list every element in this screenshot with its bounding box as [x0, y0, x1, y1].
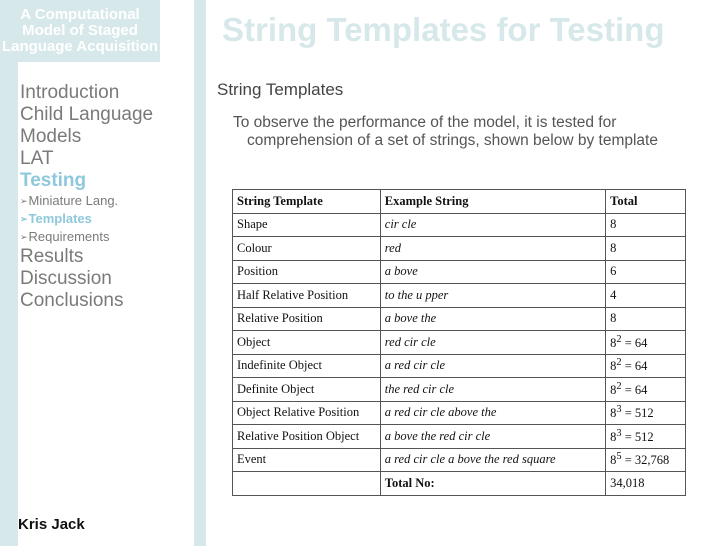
nav-item-introduction[interactable]: Introduction	[20, 82, 120, 103]
total-cell	[606, 354, 686, 378]
example-cell: a red cir cle	[380, 354, 605, 378]
template-cell: Relative Position Object	[233, 425, 381, 449]
sidebar-nav	[20, 82, 192, 312]
total-cell: 8	[606, 307, 686, 331]
sidebar-strip	[0, 62, 18, 546]
column-header-template: String Template	[233, 190, 381, 214]
table-row	[233, 354, 686, 378]
example-cell: a red cir cle a bove the red square	[380, 448, 605, 472]
table-row	[233, 260, 686, 284]
template-cell: Object	[233, 331, 381, 355]
total-result: = 64	[621, 335, 648, 350]
total-result: = 64	[621, 382, 648, 397]
total-cell	[606, 378, 686, 402]
table-row	[233, 378, 686, 402]
total-cell: 8	[606, 213, 686, 237]
example-cell: to the u pper	[380, 284, 605, 308]
total-result: = 512	[621, 406, 654, 421]
total-cell	[606, 425, 686, 449]
total-exponent: 2	[616, 357, 622, 369]
total-exponent: 3	[616, 404, 622, 416]
template-cell: Position	[233, 260, 381, 284]
template-cell: Indefinite Object	[233, 354, 381, 378]
nav-item-conclusions[interactable]: Conclusions	[20, 290, 124, 311]
total-base: 8	[610, 429, 617, 444]
sidebar-divider	[194, 0, 206, 546]
example-cell: cir cle	[380, 213, 605, 237]
arrow-bullet-icon: ➢	[20, 196, 28, 206]
table-header-row	[233, 190, 686, 214]
table-row	[233, 307, 686, 331]
total-result: = 32,768	[621, 453, 670, 468]
course-title: A Computational Model of Staged Language Acquisition	[1, 6, 159, 55]
nav-item-models[interactable]: Models	[20, 126, 82, 147]
total-cell: 4	[606, 284, 686, 308]
total-cell	[606, 401, 686, 425]
column-header-example: Example String	[380, 190, 605, 214]
nav-item-child-language[interactable]: Child Language	[20, 104, 154, 125]
total-cell: 6	[606, 260, 686, 284]
course-title-box	[0, 0, 160, 62]
subnav-item-templates[interactable]	[20, 210, 192, 228]
total-base: 8	[610, 335, 617, 350]
author-name: Kris Jack	[18, 516, 85, 533]
template-cell: Object Relative Position	[233, 401, 381, 425]
arrow-bullet-icon: ➢	[20, 214, 28, 224]
template-cell: Colour	[233, 237, 381, 261]
total-label-cell: Total No:	[380, 472, 605, 496]
example-cell: red	[380, 237, 605, 261]
total-base: 8	[610, 406, 617, 421]
subnav-label: Miniature Lang.	[28, 193, 119, 208]
total-exponent: 5	[616, 451, 622, 463]
total-result: = 64	[621, 359, 648, 374]
example-cell: a bove	[380, 260, 605, 284]
table-row	[233, 448, 686, 472]
table-row	[233, 401, 686, 425]
total-base: 8	[610, 359, 617, 374]
example-cell: a red cir cle above the	[380, 401, 605, 425]
total-exponent: 2	[616, 333, 622, 345]
table-row	[233, 237, 686, 261]
template-cell: Event	[233, 448, 381, 472]
total-exponent: 2	[616, 380, 622, 392]
nav-item-lat[interactable]: LAT	[20, 148, 54, 169]
template-cell: Half Relative Position	[233, 284, 381, 308]
example-cell: red cir cle	[380, 331, 605, 355]
total-cell	[606, 331, 686, 355]
subnav-item-requirements[interactable]	[20, 228, 192, 246]
slide-title: String Templates for Testing	[222, 11, 665, 48]
total-exponent: 3	[616, 427, 622, 439]
example-cell: the red cir cle	[380, 378, 605, 402]
table-row	[233, 425, 686, 449]
template-cell: Definite Object	[233, 378, 381, 402]
nav-item-discussion[interactable]: Discussion	[20, 268, 112, 289]
table-row	[233, 213, 686, 237]
column-header-total: Total	[606, 190, 686, 214]
template-cell: Shape	[233, 213, 381, 237]
table-row	[233, 284, 686, 308]
total-result: = 512	[621, 429, 654, 444]
total-cell: 8	[606, 237, 686, 261]
table-total-row	[233, 472, 686, 496]
nav-item-testing[interactable]: Testing	[20, 170, 87, 191]
arrow-bullet-icon: ➢	[20, 232, 28, 242]
total-base: 8	[610, 453, 617, 468]
example-cell: a bove the	[380, 307, 605, 331]
grand-total-cell: 34,018	[606, 472, 686, 496]
table-row	[233, 331, 686, 355]
string-templates-table	[232, 189, 686, 496]
total-base: 8	[610, 382, 617, 397]
subnav-label: Templates	[28, 211, 92, 226]
subnav-label: Requirements	[28, 229, 110, 244]
subnav-item-miniature-lang[interactable]	[20, 192, 192, 210]
total-cell	[606, 448, 686, 472]
slide-description: To observe the performance of the model, it is tested for comprehension of a set of strings, shown below by template	[233, 114, 658, 149]
section-title: String Templates	[217, 80, 344, 99]
example-cell: a bove the red cir cle	[380, 425, 605, 449]
nav-item-results[interactable]: Results	[20, 246, 84, 267]
template-cell	[233, 472, 381, 496]
template-cell: Relative Position	[233, 307, 381, 331]
